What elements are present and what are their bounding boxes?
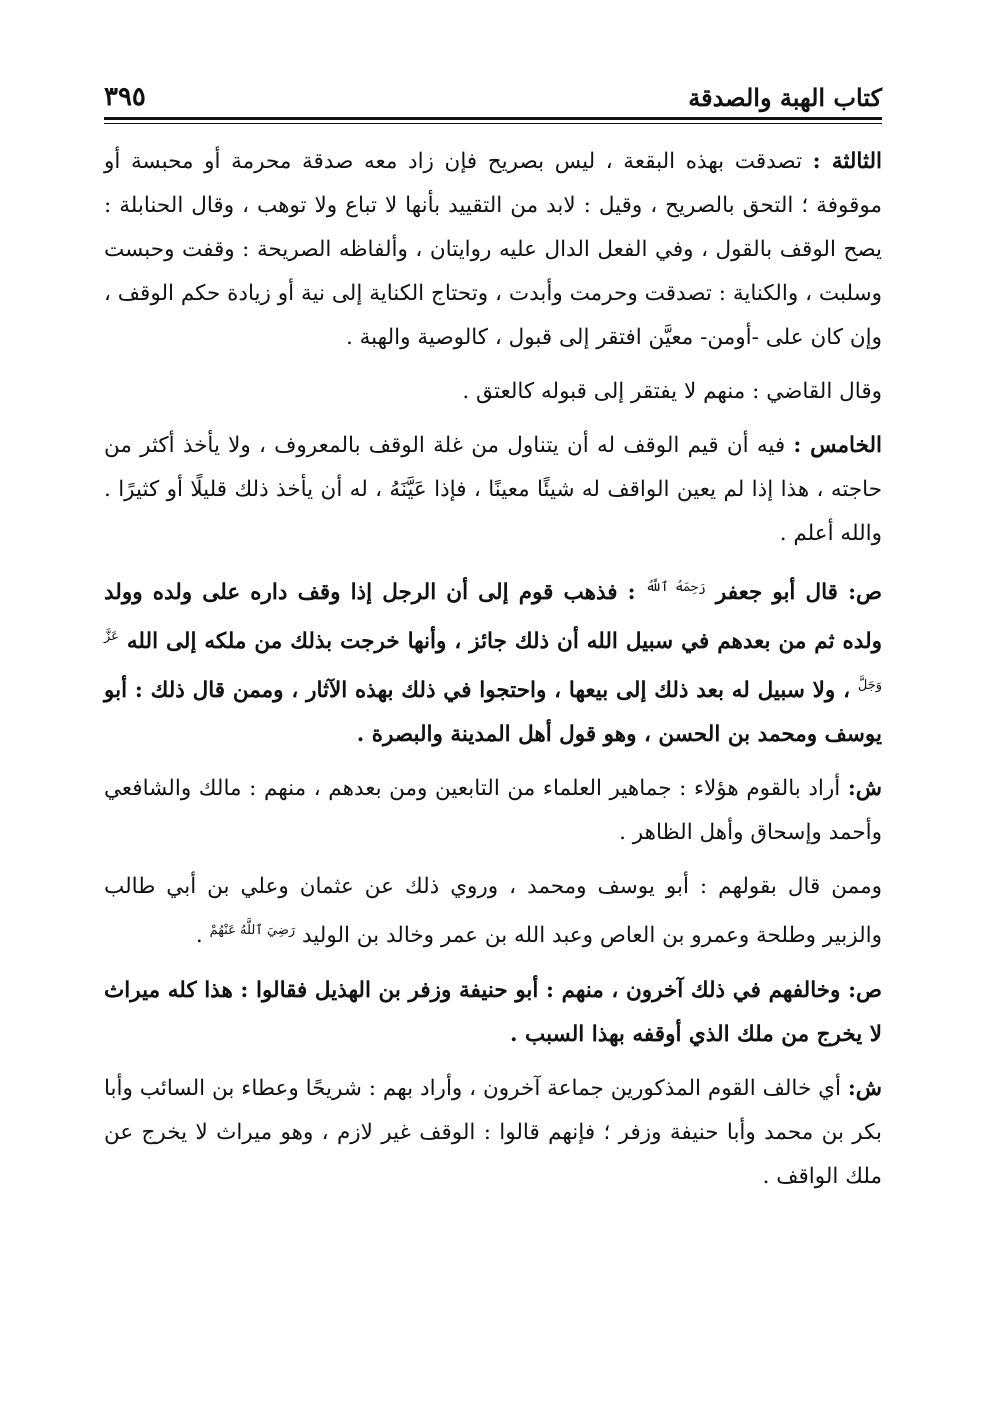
honorific-mark: رَحِمَهُ ٱللَّهُ: [645, 580, 706, 595]
paragraph-third: [104, 140, 882, 360]
paragraph-label: ص:: [848, 977, 882, 1003]
paragraph-text: : فذهب قوم إلى أن الرجل إذا وقف داره على ولده وولد ولده ثم من بعدهم في سبيل الله أن ذلك جائز ، وأنها خرجت بذلك من ملكه إلى الله: [104, 580, 882, 655]
paragraph-label: ش:: [847, 1075, 882, 1101]
paragraph-text: تصدقت بهذه البقعة ، ليس بصريح فإن زاد معه صدقة محرمة أو محبسة أو موقوفة ؛ التحق بالصريح ، وقيل : لابد من التقييد بأنها لا تباع ولا توهب ، وقال الحنابلة : يصح الوقف بالقول ، وفي الفعل الدال عليه روايتان ، وألفاظه الصريحة : وقفت وحبست وسلبت ، والكناية : تصدقت وحرمت وأبدت ، وتحتاج الكناية إلى نية أو زيادة حكم الوقف ، وإن كان على -أومن- معيَّن افتقر إلى قبول ، كالوصية والهبة .: [104, 149, 882, 350]
page-body: [104, 140, 882, 1209]
page-header: [104, 72, 882, 112]
paragraph-sharh-2: [104, 1067, 882, 1199]
honorific-mark: رَضِيَ ٱللَّهُ عَنْهُمْ: [209, 923, 296, 939]
paragraph-label: الثالثة :: [812, 149, 882, 174]
paragraph-matn-1: [104, 566, 882, 757]
paragraph-those-who-agreed: [104, 865, 882, 958]
honorific-mark: عَزَّ وَجَلَّ: [104, 629, 882, 694]
paragraph-text: .: [195, 923, 210, 949]
paragraph-text: قال أبو جعفر: [705, 580, 849, 606]
paragraph-label: ش:: [847, 776, 882, 802]
paragraph-text: أي خالف القوم المذكورين جماعة آخرون ، وأراد بهم : شريحًا وعطاء بن السائب وأبا بكر بن محمد وأبا حنيفة وزفر ؛ فإنهم قالوا : الوقف غير لازم ، وهو ميراث لا يخرج عن ملك الواقف .: [104, 1075, 882, 1189]
running-title: كتاب الهبة والصدقة: [688, 83, 882, 112]
paragraph-text: أراد بالقوم هؤلاء : جماهير العلماء من التابعين ومن بعدهم ، منهم : مالك والشافعي وأحمد وإسحاق وأهل الظاهر .: [104, 776, 882, 846]
header-rule-thick: [104, 117, 882, 120]
paragraph-qadi: [104, 370, 882, 414]
paragraph-label: ص:: [848, 580, 883, 606]
paragraph-label: الخامس :: [793, 433, 882, 458]
paragraph-text: وقال القاضي : منهم لا يفتقر إلى قبوله كالعتق .: [462, 379, 882, 404]
paragraph-text: فيه أن قيم الوقف له أن يتناول من غلة الوقف بالمعروف ، ولا يأخذ أكثر من حاجته ، هذا إذا لم يعين الواقف له شيئًا معينًا ، فإذا عَيَّنَهُ ، له أن يأخذ ذلك قليلًا أو كثيرًا . والله أعلم .: [104, 433, 882, 546]
paragraph-text: ، ولا سبيل له بعد ذلك إلى بيعها ، واحتجوا في ذلك بهذه الآثار ، وممن قال ذلك : أبو يوسف ومحمد بن الحسن ، وهو قول أهل المدينة والبصرة .: [104, 678, 882, 748]
paragraph-text: وممن قال بقولهم : أبو يوسف ومحمد ، وروي ذلك عن عثمان وعلي بن أبي طالب والزبير وطلحة وعمرو بن العاص وعبد الله بن عمر وخالد بن الوليد: [104, 874, 882, 949]
paragraph-text: وخالفهم في ذلك آخرون ، منهم : أبو حنيفة وزفر بن الهذيل فقالوا : هذا كله ميراث لا يخرج من ملك الذي أوقفه بهذا السبب .: [104, 977, 882, 1047]
header-rule-thin: [104, 123, 882, 124]
paragraph-matn-2: [104, 969, 882, 1057]
page-number: ٣٩٥: [104, 82, 146, 112]
paragraph-sharh-1: [104, 767, 882, 855]
paragraph-fifth: [104, 424, 882, 556]
